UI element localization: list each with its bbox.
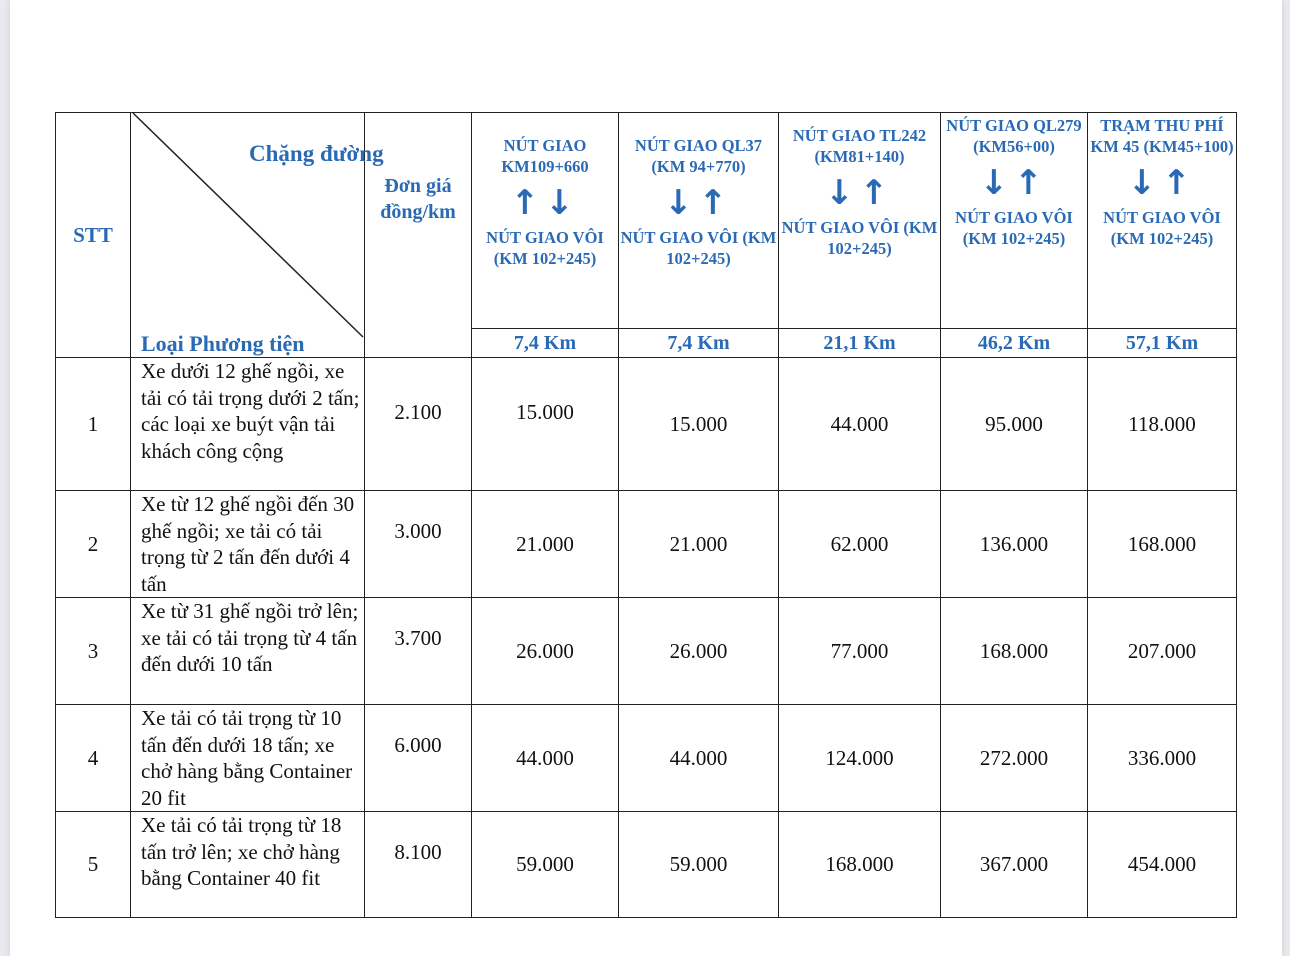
route-to: NÚT GIAO VÔI (KM 102+245) — [486, 228, 604, 268]
route-to: NÚT GIAO VÔI (KM 102+245) — [1103, 208, 1221, 248]
route-header-1 — [472, 113, 619, 329]
fee-cell: 336.000 — [1088, 705, 1237, 812]
header-row — [56, 113, 1237, 329]
vehicle-description: Xe tải có tải trọng từ 18 tấn trở lên; xe chở hàng bằng Container 40 fit — [131, 812, 365, 918]
vehicle-type-label: Loại Phương tiện — [141, 331, 305, 356]
row-stt: 1 — [56, 358, 131, 491]
vehicle-description: Xe dưới 12 ghế ngồi, xe tải có tải trọng dưới 2 tấn; các loại xe buýt vận tải khách công cộng — [131, 358, 365, 491]
route-from: NÚT GIAO QL279 (KM56+00) — [946, 116, 1082, 156]
fee-cell: 77.000 — [779, 598, 941, 705]
unit-price: 8.100 — [365, 812, 472, 918]
row-stt: 4 — [56, 705, 131, 812]
diagonal-header-cell — [131, 113, 384, 358]
route-header-2 — [619, 113, 779, 329]
table-row — [56, 358, 1237, 491]
unit-price: 2.100 — [365, 358, 472, 491]
fee-cell: 44.000 — [619, 705, 779, 812]
route-from: TRẠM THU PHÍ KM 45 (KM45+100) — [1090, 116, 1234, 156]
fee-cell: 44.000 — [779, 358, 941, 491]
route-from: NÚT GIAO KM109+660 — [501, 136, 589, 176]
fee-cell: 26.000 — [619, 598, 779, 705]
fee-cell: 44.000 — [472, 705, 619, 812]
route-header-4 — [941, 113, 1088, 329]
fee-cell: 21.000 — [619, 491, 779, 598]
fee-cell: 168.000 — [1088, 491, 1237, 598]
fee-cell: 207.000 — [1088, 598, 1237, 705]
route-header-3 — [779, 113, 941, 329]
row-stt: 3 — [56, 598, 131, 705]
vehicle-description: Xe tải có tải trọng từ 10 tấn đến dưới 18 tấn; xe chở hàng bằng Container 20 fit — [131, 705, 365, 812]
route-from: NÚT GIAO TL242 (KM81+140) — [792, 126, 927, 166]
fee-cell: 62.000 — [779, 491, 941, 598]
fee-cell: 136.000 — [941, 491, 1088, 598]
route-from: NÚT GIAO QL37 (KM 94+770) — [634, 136, 763, 176]
route-distance: 57,1 Km — [1088, 329, 1237, 358]
bidirectional-arrow-icon: ↓↑ — [664, 183, 733, 223]
table-row — [56, 705, 1237, 812]
route-to: NÚT GIAO VÔI (KM 102+245) — [620, 228, 777, 268]
fee-cell: 59.000 — [619, 812, 779, 918]
stt-header: STT — [56, 113, 131, 358]
unit-price: 3.000 — [365, 491, 472, 598]
fee-cell: 454.000 — [1088, 812, 1237, 918]
fee-cell: 15.000 — [619, 358, 779, 491]
bidirectional-arrow-icon: ↓↑ — [979, 163, 1049, 203]
table-row — [56, 491, 1237, 598]
route-label: Chặng đường — [249, 141, 384, 166]
route-to: NÚT GIAO VÔI (KM 102+245) — [955, 208, 1073, 248]
fee-cell: 367.000 — [941, 812, 1088, 918]
fee-cell: 168.000 — [779, 812, 941, 918]
table-row — [56, 812, 1237, 918]
fee-cell: 26.000 — [472, 598, 619, 705]
row-stt: 2 — [56, 491, 131, 598]
fee-cell: 15.000 — [472, 358, 619, 491]
table-row — [56, 598, 1237, 705]
fee-cell: 124.000 — [779, 705, 941, 812]
unit-price: 6.000 — [365, 705, 472, 812]
bidirectional-arrow-icon: ↓↑ — [1127, 163, 1197, 203]
fee-cell: 118.000 — [1088, 358, 1237, 491]
fee-cell: 95.000 — [941, 358, 1088, 491]
row-stt: 5 — [56, 812, 131, 918]
route-distance: 46,2 Km — [941, 329, 1088, 358]
unit-price: 3.700 — [365, 598, 472, 705]
vehicle-description: Xe từ 12 ghế ngồi đến 30 ghế ngồi; xe tải có tải trọng từ 2 tấn đến dưới 4 tấn — [131, 491, 365, 598]
fee-cell: 59.000 — [472, 812, 619, 918]
route-header-5 — [1088, 113, 1237, 329]
vehicle-description: Xe từ 31 ghế ngồi trở lên; xe tải có tải trọng từ 4 tấn đến dưới 10 tấn — [131, 598, 365, 705]
fee-cell: 168.000 — [941, 598, 1088, 705]
bidirectional-arrow-icon: ↑↓ — [510, 183, 580, 223]
fee-cell: 21.000 — [472, 491, 619, 598]
fee-cell: 272.000 — [941, 705, 1088, 812]
document-page — [10, 0, 1282, 956]
route-distance: 21,1 Km — [779, 329, 941, 358]
route-to: NÚT GIAO VÔI (KM 102+245) — [781, 218, 938, 258]
unit-price-header: Đơn giá đồng/km — [365, 113, 472, 358]
toll-fee-table — [55, 112, 1237, 918]
bidirectional-arrow-icon: ↓↑ — [825, 173, 894, 213]
route-distance: 7,4 Km — [472, 329, 619, 358]
route-distance: 7,4 Km — [619, 329, 779, 358]
